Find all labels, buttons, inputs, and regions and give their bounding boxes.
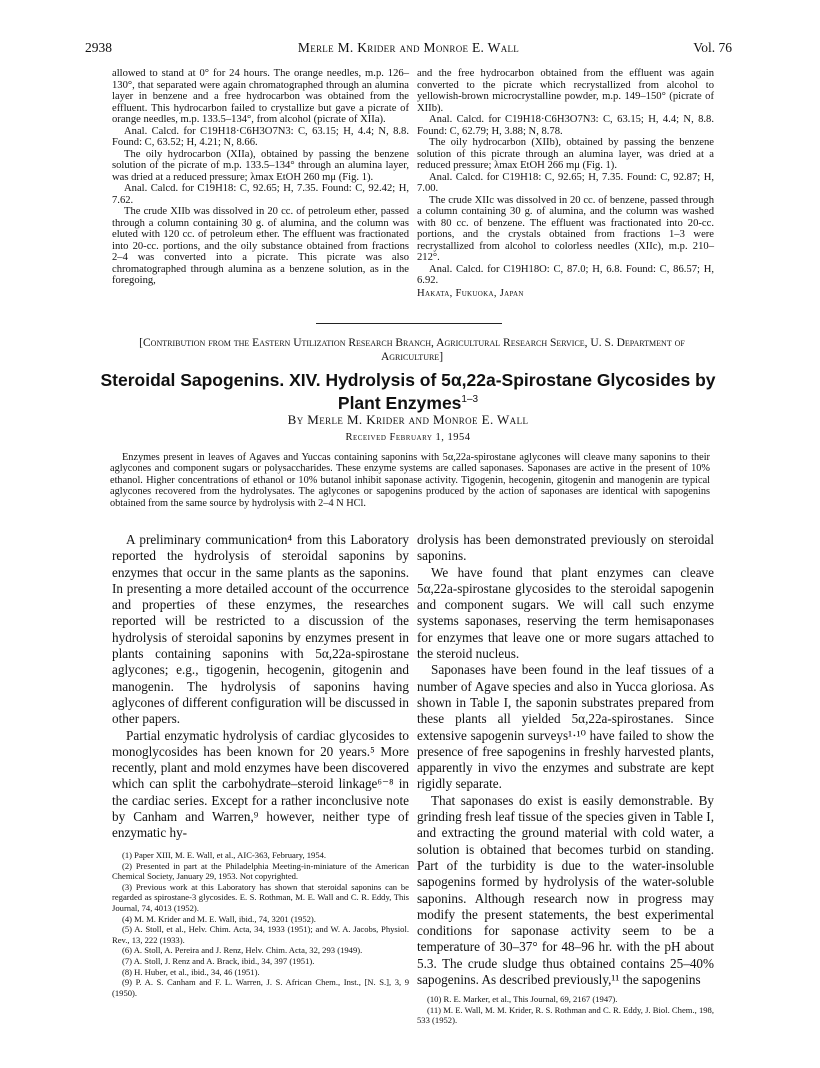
footnote: (5) A. Stoll, et al., Helv. Chim. Acta, 34, 1933 (1951); and W. A. Jacobs, Physiol. Rev., 13, 222 (1933). [112,924,409,945]
footnotes-left [112,850,409,998]
footnote: (11) M. E. Wall, M. M. Krider, R. S. Rothman and C. R. Eddy, J. Biol. Chem., 198, 533 (1952). [417,1004,714,1026]
body-right-column [417,532,714,988]
contribution-line: [Contribution from the Eastern Utilization Research Branch, Agricultural Research Service, U. S. Department of Agriculture] [139,337,685,363]
page-number: 2938 [85,40,112,55]
footnote: (3) Previous work at this Laboratory has shown that steroidal saponins can be regarded as spirostane-3 glycosides. E. S. Rothman, M. E. Wall and C. R. Eddy, This Journal, 74, 4013 (1952). [112,881,409,913]
paragraph: Partial enzymatic hydrolysis of cardiac glycosides to monoglycosides has been known for 20 years.⁵ More recently, plant and mold enzymes have been discovered which can split the carbohydrate–steroid linkage⁶⁻⁸ in the cardiac series. Except for a rather inconclusive note by Canham and Warren,⁹ however, neither type of enzymatic hy- [112,727,409,841]
paragraph: The oily hydrocarbon (XIIb), obtained by passing the benzene solution of this picrate through an alumina layer, was dried at a reduced pressure; λmax EtOH 266 mμ (Fig. 1). [417,137,714,171]
analysis-line: Anal. Calcd. for C19H18·C6H3O7N3: C, 63.15; H, 4.4; N, 8.8. Found: C, 62.79; H, 3.88; N, 8.78. [417,114,714,137]
byline: By Merle M. Krider and Monroe E. Wall [287,412,529,427]
title-footnote-refs: 1–3 [461,394,479,405]
volume-label: Vol. 76 [693,40,732,55]
paragraph: The crude XIIc was dissolved in 20 cc. of benzene, passed through a column containing 30 g. of alumina, and the column was washed with 80 cc. of benzene. The effluent was fractionated into 20-cc. portions, and the crystals obtained from fractions 1–3 were recrystallized from alcohol to colorless needles (XIIc), m.p. 210–212°. [417,194,714,263]
analysis-line: Anal. Calcd. for C19H18O: C, 87.0; H, 6.8. Found: C, 86.57; H, 6.92. [417,263,714,286]
top-left-column [112,68,409,287]
paragraph: We have found that plant enzymes can cleave 5α,22a-spirostane glycosides to the steroidal sapogenin and component sugars. We will call such enzyme systems saponases, reserving the term hemisaponases for enzymes that leave one or more sugars attached to the steroid nucleus. [417,564,714,662]
running-head-authors: Merle M. Krider and Monroe E. Wall [297,40,520,55]
author-location: Hakata, Fukuoka, Japan [417,287,524,299]
footnote: (9) P. A. S. Canham and F. L. Warren, J. S. African Chem., Inst., [N. S.], 3, 9 (1950). [112,977,409,998]
paragraph: drolysis has been demonstrated previously on steroidal saponins. [417,532,714,564]
paragraph: That saponases do exist is easily demonstrable. By grinding fresh leaf tissue of the species given in Table I, and extracting the ground material with cold water, a solution is obtained that becomes turbid on standing. Part of the turbidity is due to the water-insoluble sapogenins formed by hydrolysis of the water-soluble saponins. Although research now in progress may modify the present statements, the best experimental conditions for saponase activity seem to be a temperature of 30–37° for 48–96 hr. with the pH about 5.3. The crude sludge thus obtained contains 25–40% sapogenins. As described previously,¹¹ the sapogenins [417,792,714,988]
running-head [85,40,732,58]
footnote: (7) A. Stoll, J. Renz and A. Brack, ibid., 34, 397 (1951). [122,955,315,966]
analysis-line: Anal. Calcd. for C19H18: C, 92.65; H, 7.35. Found: C, 92.87; H, 7.00. [417,171,714,194]
article-title [92,370,724,413]
paragraph: Saponases have been found in the leaf tissues of a number of Agave species and also in Yucca gloriosa. As shown in Table I, the saponin substrates prepared from these plants all yielded 5α,22a-spirostanes. Since extensive sapogenin surveys¹⋅¹⁰ have failed to show the presence of free sapogenins in freshly harvested plants, apparently in vivo the enzymes and substrate are kept rigidly separate. [417,662,714,792]
footnote: (2) Presented in part at the Philadelphia Meeting-in-miniature of the American Chemical Society, January 29, 1953. Not copyrighted. [112,860,409,882]
abstract: Enzymes present in leaves of Agaves and Yuccas containing saponins with 5α,22a-spirostane aglycones will cleave many saponins to their aglycones and component sugars or polysaccharides. These enzyme systems are called saponases. Saponases are active in the present of 10% ethanol. Higher concentrations of ethanol or 10% butanol inhibit saponase activity. Tigogenin, hecogenin, gitogenin and manogenin are typical aglycones recovered from the hydrolysates. The aglycones or sapogenins produced by the action of saponases are identical with sapogenins obtained from the same source by hydrolysis with 2–4 N HCl. [110,452,710,509]
received-date: Received February 1, 1954 [345,432,471,443]
article-title-text: Steroidal Sapogenins. XIV. Hydrolysis of 5α,22a-Spirostane Glycosides by Plant Enzymes [100,370,716,413]
paragraph: allowed to stand at 0° for 24 hours. The orange needles, m.p. 126–130°, that separated were again chromatographed through an alumina layer in benzene and a free hydrocarbon was obtained from the effluent. This hydrocarbon failed to crystallize but gave a picrate of orange needles, m.p. 133.5–134°, from alcohol (picrate of XIIa). [112,68,409,125]
analysis-line: Anal. Calcd. for C19H18·C6H3O7N3: C, 63.15; H, 4.4; N, 8.8. Found: C, 63.52; H, 4.21; N, 8.66. [112,125,409,148]
body-left-column [112,532,409,842]
footnote: (8) H. Huber, et al., ibid., 34, 46 (1951). [122,966,260,977]
footnote: (1) Paper XIII, M. E. Wall, et al., AIC-363, February, 1954. [122,850,327,860]
top-right-column [417,68,714,299]
footnotes-right [417,994,714,1026]
footnote: (4) M. M. Krider and M. E. Wall, ibid., 74, 3201 (1952). [122,913,316,924]
footnote: (10) R. E. Marker, et al., This Journal, 69, 2167 (1947). [427,994,618,1004]
paragraph: A preliminary communication⁴ from this Laboratory reported the hydrolysis of steroidal saponins by enzymes that occur in the same plants as the saponins. In presenting a more detailed account of the occurrence and properties of these enzymes, the researches reported will be restricted to a discussion of the hydrolysis of steroidal saponins by enzymes present in plants containing saponins with 5α,22a-spirostane aglycones; e.g., tigogenin, hecogenin, gitogenin and manogenin. The hydrolysis of saponins having aglycones of different configuration will be discussed in other papers. [112,532,409,727]
analysis-line: Anal. Calcd. for C19H18: C, 92.65; H, 7.35. Found: C, 92.42; H, 7.62. [112,183,409,206]
paragraph: and the free hydrocarbon obtained from the effluent was again converted to the picrate which recrystallized from alcohol to yellowish-brown microcrystalline powder, m.p. 149–150° (picrate of XIIb). [417,68,714,114]
footnote: (6) A. Stoll, A. Pereira and J. Renz, Helv. Chim. Acta, 32, 293 (1949). [122,945,363,956]
paragraph: The oily hydrocarbon (XIIa), obtained by passing the benzene solution of the picrate of m.p. 133.5–134° through an alumina layer, was dried at a reduced pressure; λmax EtOH 260 mμ (Fig. 1). [112,148,409,183]
section-divider [316,323,502,324]
paragraph: The crude XIIb was dissolved in 20 cc. of petroleum ether, passed through a column containing 30 g. of alumina, and the column was eluted with 120 cc. of petroleum ether. The effluent was fractionated into 20-cc. portions, and the oily substance obtained from fractions 2–4 was converted into a picrate. This picrate was also chromatographed through alumina as a benzene solution, as in the foregoing, [112,206,409,286]
